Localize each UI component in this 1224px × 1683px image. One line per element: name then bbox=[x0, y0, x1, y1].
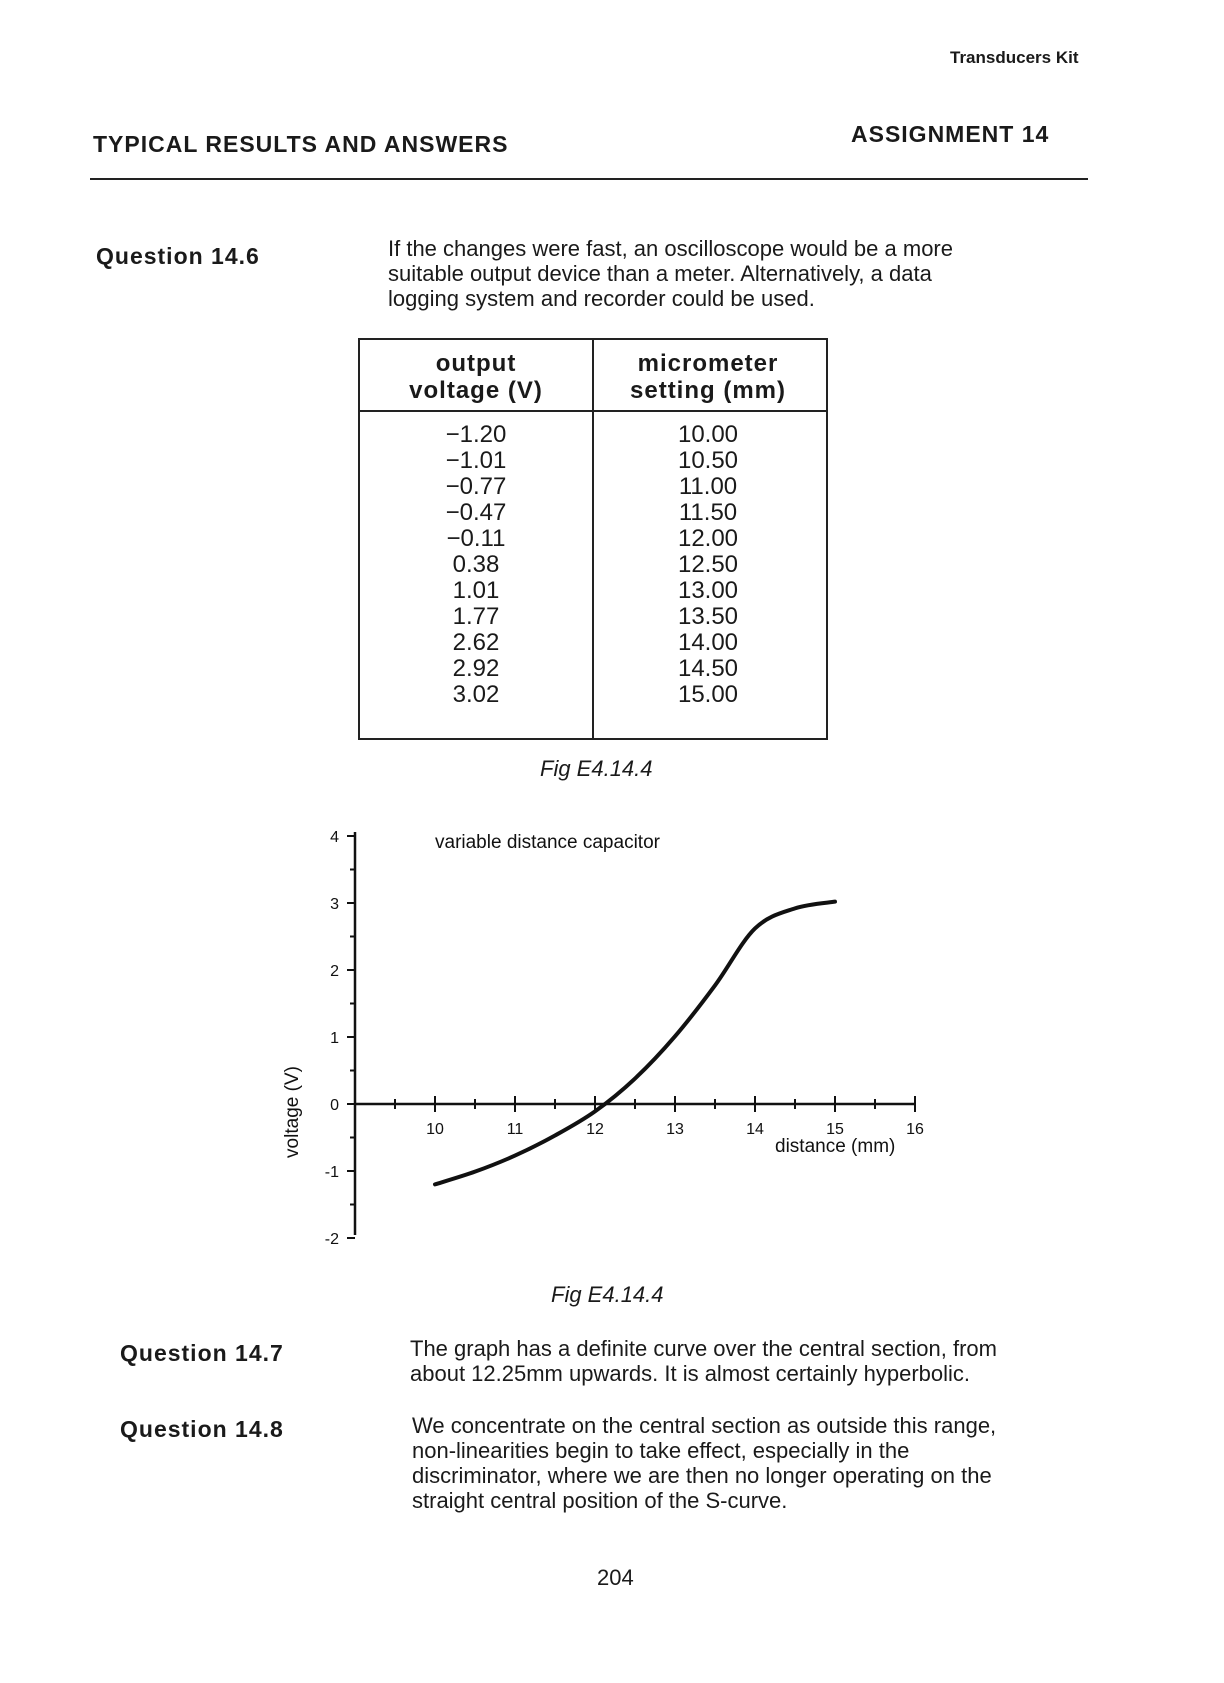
chart-title: variable distance capacitor bbox=[435, 832, 660, 853]
results-table bbox=[358, 338, 828, 740]
table-cell: 10.00 bbox=[677, 421, 739, 448]
y-tick-label: -1 bbox=[324, 1164, 339, 1181]
table-cell: −0.47 bbox=[445, 499, 507, 526]
table-header-divider bbox=[360, 410, 826, 412]
answer-line: suitable output device than a meter. Alternatively, a data bbox=[388, 261, 932, 286]
x-tick-label: 12 bbox=[586, 1121, 604, 1138]
table-cell: 12.50 bbox=[677, 551, 739, 578]
page-number: 204 bbox=[597, 1565, 634, 1590]
answer-line: We concentrate on the central section as outside this range, bbox=[412, 1413, 997, 1438]
y-tick-label: 1 bbox=[330, 1030, 339, 1047]
chart-ticks bbox=[325, 829, 924, 1248]
chart-axes bbox=[355, 832, 915, 1235]
table-cell: 2.92 bbox=[452, 655, 500, 682]
question-14-8-answer bbox=[412, 1413, 1110, 1513]
chart-caption: Fig E4.14.4 bbox=[551, 1282, 664, 1307]
y-tick-label: -2 bbox=[324, 1231, 339, 1248]
assignment-label: ASSIGNMENT 14 bbox=[851, 121, 1050, 147]
table-cell: 10.50 bbox=[677, 447, 739, 474]
answer-line: straight central position of the S-curve. bbox=[412, 1488, 788, 1513]
table-cell: −0.77 bbox=[445, 473, 507, 500]
table-cell: 3.02 bbox=[452, 681, 500, 708]
x-tick-label: 10 bbox=[426, 1121, 444, 1138]
answer-line: If the changes were fast, an oscilloscope would be a more bbox=[388, 236, 953, 261]
table-cell: −0.11 bbox=[446, 525, 506, 552]
chart-y-axis-label: voltage (V) bbox=[282, 1066, 303, 1158]
table-cell: 11.50 bbox=[678, 499, 738, 526]
voltage-column bbox=[360, 422, 592, 708]
table-cell: 1.77 bbox=[452, 603, 500, 630]
table-cell: −1.01 bbox=[445, 447, 507, 474]
col-header-line: micrometer bbox=[637, 350, 779, 377]
table-cell: −1.20 bbox=[445, 421, 507, 448]
question-14-7-answer bbox=[410, 1336, 1108, 1386]
y-tick-label: 2 bbox=[330, 963, 339, 980]
question-14-6-answer bbox=[388, 236, 1086, 311]
col-header-micrometer bbox=[592, 350, 824, 404]
running-header: Transducers Kit bbox=[950, 48, 1079, 67]
table-cell: 13.50 bbox=[677, 603, 739, 630]
voltage-distance-chart bbox=[270, 810, 950, 1260]
table-cell: 2.62 bbox=[452, 629, 500, 656]
col-header-line: voltage (V) bbox=[409, 377, 543, 404]
answer-line: logging system and recorder could be used. bbox=[388, 286, 815, 311]
header-rule bbox=[90, 178, 1088, 180]
x-tick-label: 15 bbox=[826, 1121, 844, 1138]
micrometer-column bbox=[592, 422, 824, 708]
answer-line: about 12.25mm upwards. It is almost certainly hyperbolic. bbox=[410, 1361, 971, 1386]
answer-line: non-linearities begin to take effect, especially in the bbox=[412, 1438, 910, 1463]
question-14-6-label: Question 14.6 bbox=[96, 243, 260, 269]
table-cell: 1.01 bbox=[452, 577, 500, 604]
question-14-8-label: Question 14.8 bbox=[120, 1416, 284, 1442]
col-header-line: output bbox=[435, 350, 517, 377]
answer-line: discriminator, where we are then no longer operating on the bbox=[412, 1463, 992, 1488]
col-header-line: setting (mm) bbox=[630, 377, 786, 404]
y-tick-label: 3 bbox=[330, 896, 339, 913]
chart-x-axis-label: distance (mm) bbox=[775, 1136, 896, 1157]
answer-line: The graph has a definite curve over the central section, from bbox=[410, 1336, 997, 1361]
table-caption: Fig E4.14.4 bbox=[540, 756, 653, 781]
table-cell: 0.38 bbox=[452, 551, 500, 578]
table-cell: 14.50 bbox=[677, 655, 739, 682]
col-header-voltage bbox=[360, 350, 592, 404]
table-cell: 15.00 bbox=[677, 681, 739, 708]
table-cell: 13.00 bbox=[677, 577, 739, 604]
question-14-7-label: Question 14.7 bbox=[120, 1340, 284, 1366]
x-tick-label: 11 bbox=[506, 1121, 524, 1138]
y-tick-label: 0 bbox=[330, 1097, 339, 1114]
table-cell: 12.00 bbox=[677, 525, 739, 552]
y-tick-label: 4 bbox=[330, 829, 339, 846]
table-cell: 11.00 bbox=[678, 473, 738, 500]
table-cell: 14.00 bbox=[677, 629, 739, 656]
section-title: TYPICAL RESULTS AND ANSWERS bbox=[93, 131, 509, 157]
x-tick-label: 16 bbox=[906, 1121, 924, 1138]
x-tick-label: 13 bbox=[666, 1121, 684, 1138]
x-tick-label: 14 bbox=[746, 1121, 764, 1138]
